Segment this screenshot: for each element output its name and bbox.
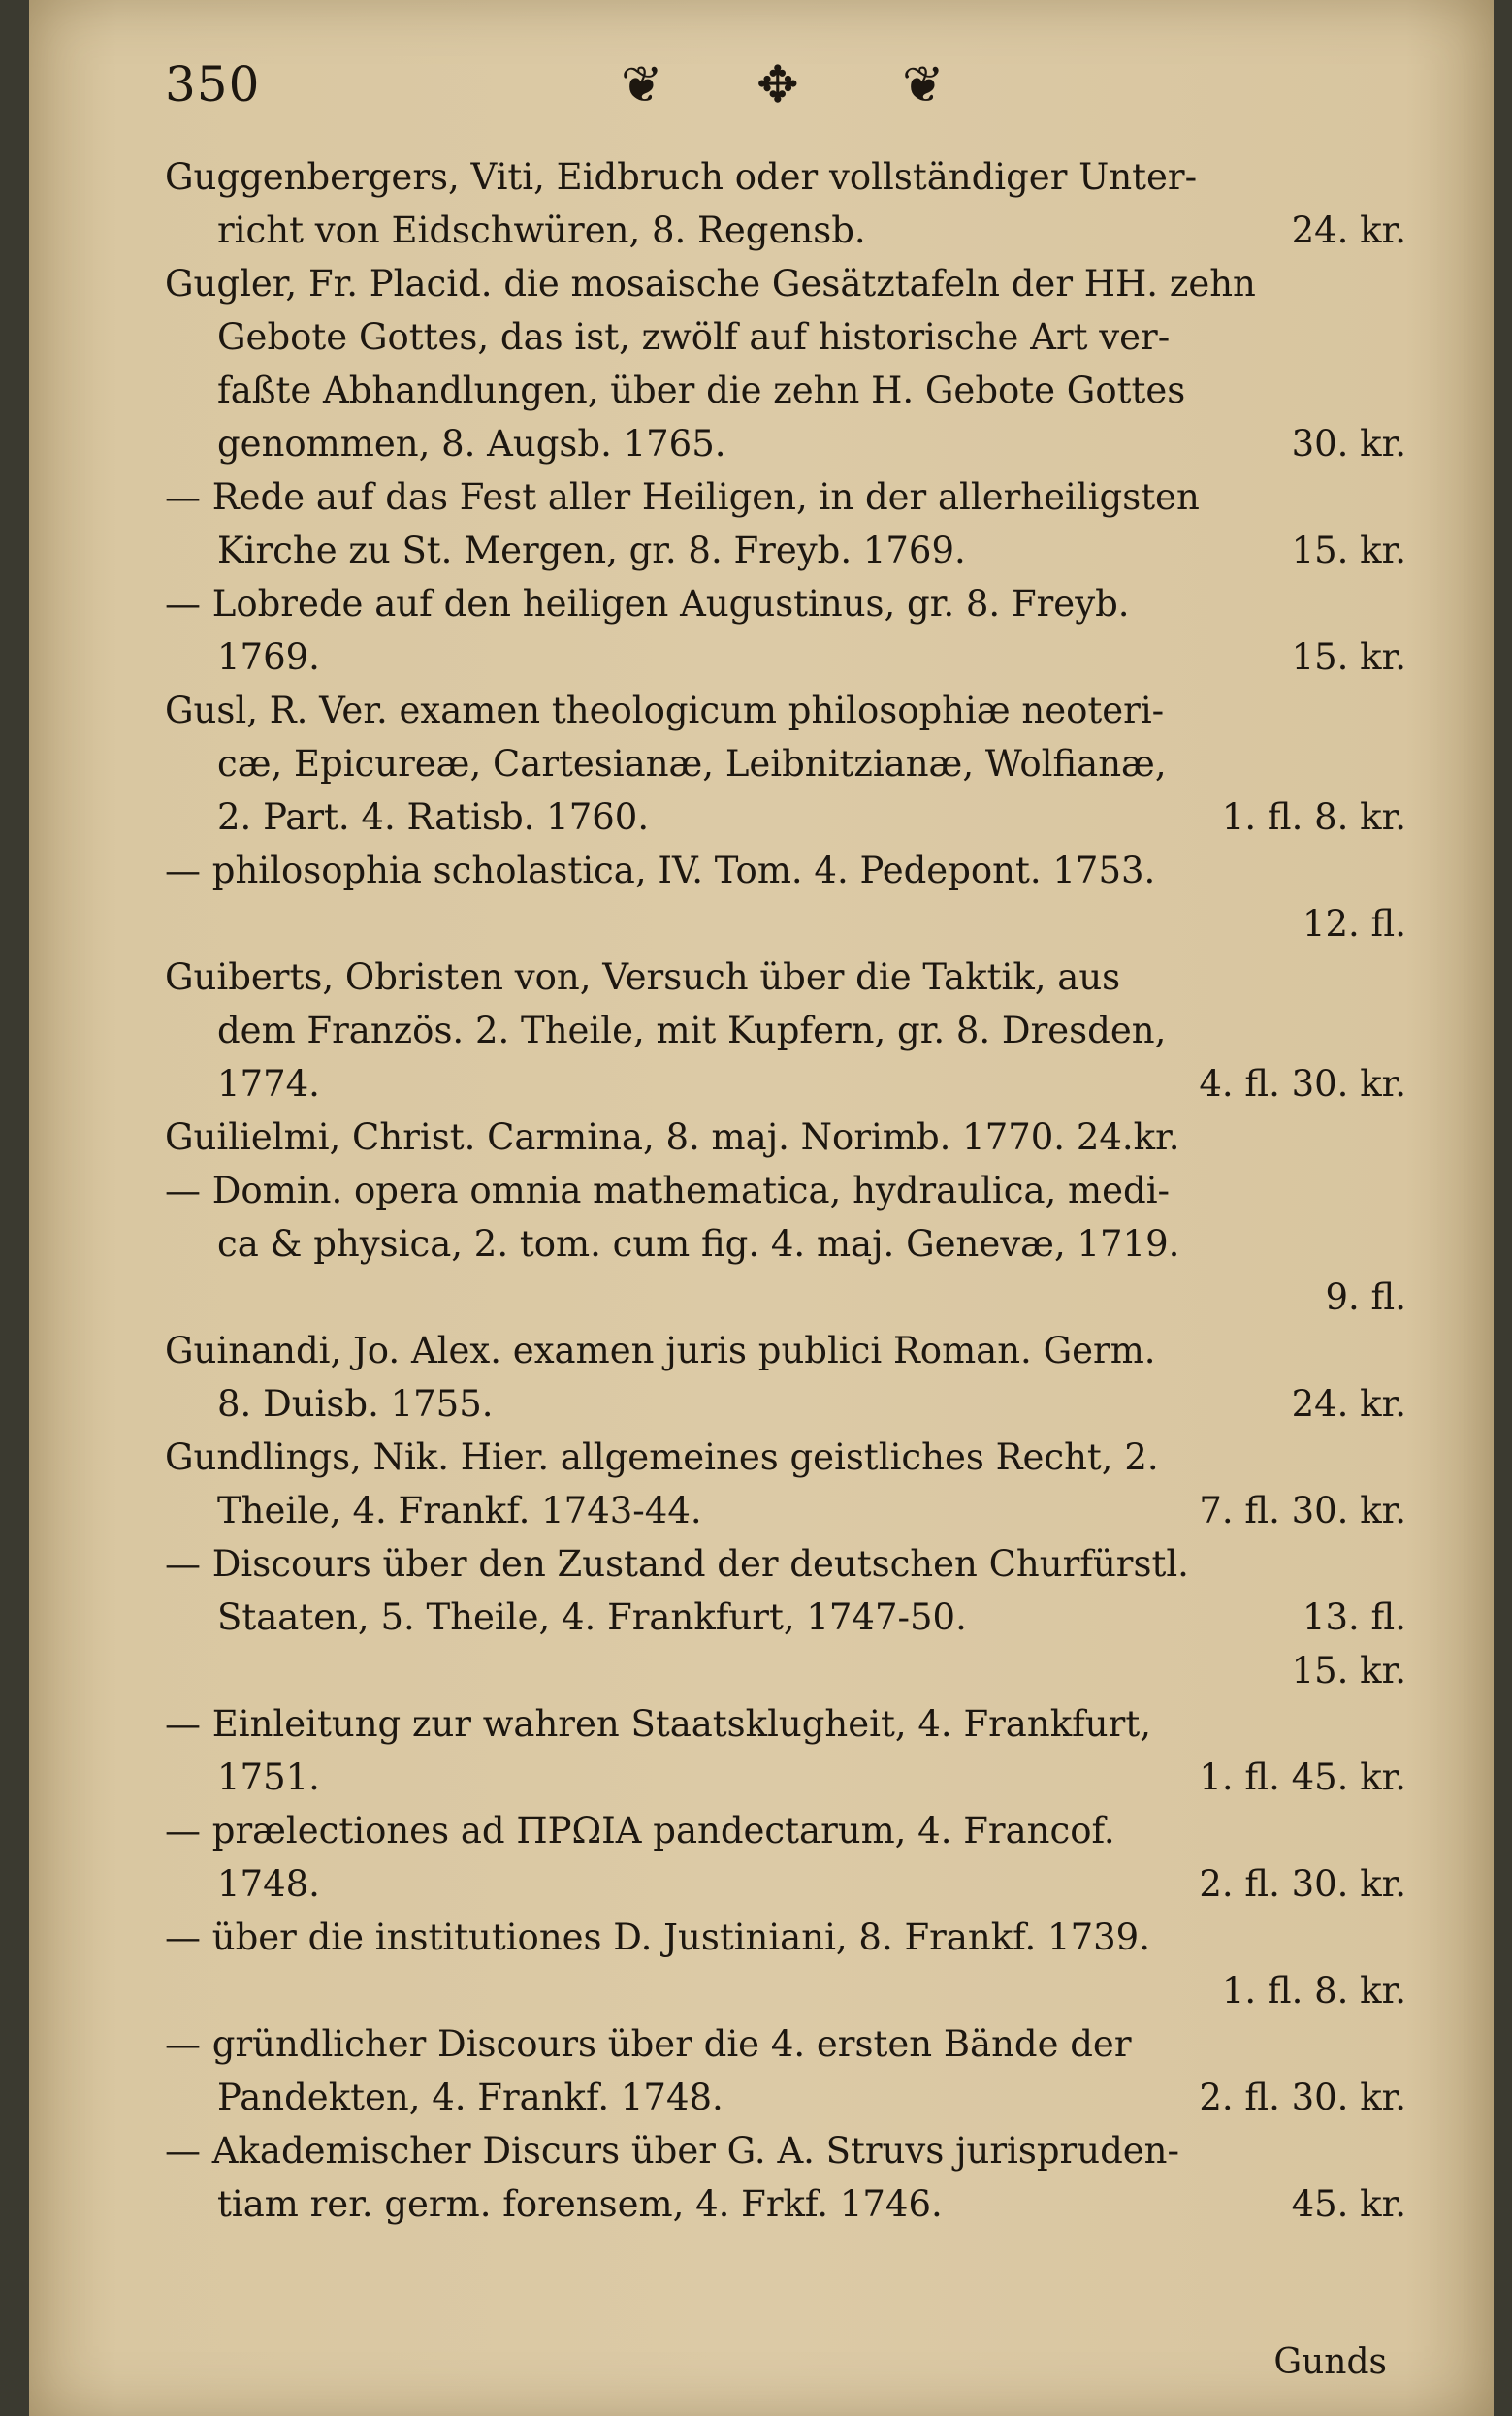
entry-line: [136, 1431, 1416, 1484]
entry-price: 4. fl. 30. kr.: [1199, 1063, 1406, 1105]
entry-price: 12. fl.: [1302, 903, 1406, 945]
entry-line: [136, 1004, 1416, 1057]
entry-line: [136, 630, 1416, 684]
entry-price: 1. fl. 8. kr.: [1221, 796, 1406, 838]
entry-price: 13. fl.: [1302, 1596, 1406, 1638]
entry-text: richt von Eidschwüren, 8. Regensb.: [217, 209, 866, 251]
entry-text: dem Französ. 2. Theile, mit Kupfern, gr. 8. Dresden,: [217, 1010, 1167, 1051]
entry-text: 1774.: [217, 1063, 320, 1105]
catalog-entry: [136, 844, 1416, 950]
entry-text: Theile, 4. Frankf. 1743-44.: [217, 1490, 702, 1531]
entry-line: [136, 1644, 1416, 1697]
entry-line: [136, 364, 1416, 417]
entry-text: — gründlicher Discours über die 4. ersten Bände der: [165, 2023, 1132, 2065]
page-number: 350: [165, 56, 261, 113]
entry-line: [136, 1377, 1416, 1431]
catalog-entry: [136, 257, 1416, 470]
entry-text: genommen, 8. Augsb. 1765.: [217, 423, 726, 465]
catalog-entry: [136, 1324, 1416, 1431]
catchword: Gunds: [1273, 2342, 1387, 2382]
catalog-entry: [136, 1111, 1416, 1164]
entry-price: 15. kr.: [1291, 1650, 1406, 1691]
catalog-entry: [136, 470, 1416, 577]
catalog-entry: [136, 577, 1416, 684]
entry-line: [136, 1164, 1416, 1217]
entry-line: [136, 1911, 1416, 1964]
book-page: [29, 0, 1494, 2416]
entry-line: [136, 1591, 1416, 1644]
entry-text: — über die institutiones D. Justiniani, 8. Frankf. 1739.: [165, 1917, 1150, 1958]
entry-text: ca & physica, 2. tom. cum fig. 4. maj. Genevæ, 1719.: [217, 1223, 1180, 1265]
entry-line: [136, 577, 1416, 630]
entry-text: — Akademischer Discurs über G. A. Struvs jurispruden-: [165, 2130, 1179, 2172]
entry-line: [136, 257, 1416, 310]
entry-line: [136, 2071, 1416, 2124]
entry-text: Gugler, Fr. Placid. die mosaische Gesätztafeln der HH. zehn: [165, 263, 1256, 305]
entry-text: — Einleitung zur wahren Staatsklugheit, 4. Frankfurt,: [165, 1703, 1151, 1745]
catalog-entry: [136, 1164, 1416, 1324]
entry-text: Guiberts, Obristen von, Versuch über die Taktik, aus: [165, 956, 1121, 998]
entry-text: 1748.: [217, 1863, 320, 1905]
entry-text: Staaten, 5. Theile, 4. Frankfurt, 1747-50.: [217, 1596, 967, 1638]
entry-text: faßte Abhandlungen, über die zehn H. Gebote Gottes: [217, 370, 1186, 411]
entry-text: 1769.: [217, 636, 320, 678]
catalog-entry: [136, 684, 1416, 844]
entry-line: [136, 1111, 1416, 1164]
entry-line: [136, 2177, 1416, 2231]
entry-line: [136, 1271, 1416, 1324]
catalog-entry: [136, 1911, 1416, 2017]
entry-price: 30. kr.: [1291, 423, 1406, 465]
entry-text: — Lobrede auf den heiligen Augustinus, gr. 8. Freyb.: [165, 583, 1130, 625]
entry-line: [136, 950, 1416, 1004]
entry-price: 2. fl. 30. kr.: [1199, 1863, 1406, 1905]
entry-line: [136, 1057, 1416, 1111]
entry-price: 9. fl.: [1325, 1276, 1406, 1318]
catalog-entries: [136, 150, 1416, 2231]
entry-line: [136, 1857, 1416, 1911]
entry-price: 7. fl. 30. kr.: [1199, 1490, 1406, 1531]
entry-text: — Rede auf das Fest aller Heiligen, in der allerheiligsten: [165, 476, 1200, 518]
catalog-entry: [136, 1431, 1416, 1537]
fleuron-ornament-icon: ❦: [902, 56, 945, 114]
entry-text: Gundlings, Nik. Hier. allgemeines geistliches Recht, 2.: [165, 1436, 1159, 1478]
entry-line: [136, 470, 1416, 524]
entry-text: Gusl, R. Ver. examen theologicum philosophiæ neoteri-: [165, 690, 1165, 731]
entry-text: Guilielmi, Christ. Carmina, 8. maj. Norimb. 1770. 24.kr.: [165, 1116, 1180, 1158]
entry-price: 15. kr.: [1291, 530, 1406, 571]
entry-price: 15. kr.: [1291, 636, 1406, 678]
entry-line: [136, 1804, 1416, 1857]
center-ornament-icon: ✥: [756, 56, 799, 114]
entry-line: [136, 897, 1416, 950]
entry-line: [136, 684, 1416, 737]
catalog-entry: [136, 150, 1416, 257]
entry-text: Guggenbergers, Viti, Eidbruch oder vollständiger Unter-: [165, 156, 1198, 198]
entry-text: 8. Duisb. 1755.: [217, 1383, 494, 1425]
entry-line: [136, 417, 1416, 470]
entry-line: [136, 1217, 1416, 1271]
entry-line: [136, 150, 1416, 204]
catalog-entry: [136, 2124, 1416, 2231]
entry-line: [136, 1697, 1416, 1751]
catalog-entry: [136, 2017, 1416, 2124]
entry-text: Kirche zu St. Mergen, gr. 8. Freyb. 1769.: [217, 530, 966, 571]
entry-price: 1. fl. 8. kr.: [1221, 1970, 1406, 2012]
entry-line: [136, 1484, 1416, 1537]
entry-text: — Discours über den Zustand der deutschen Churfürstl.: [165, 1543, 1189, 1585]
entry-line: [136, 790, 1416, 844]
catalog-entry: [136, 1537, 1416, 1697]
entry-price: 1. fl. 45. kr.: [1199, 1756, 1406, 1798]
entry-line: [136, 310, 1416, 364]
entry-price: 24. kr.: [1291, 209, 1406, 251]
entry-line: [136, 1537, 1416, 1591]
entry-line: [136, 2017, 1416, 2071]
fleuron-ornament-icon: ❦: [621, 56, 663, 114]
entry-line: [136, 2124, 1416, 2177]
entry-line: [136, 844, 1416, 897]
entry-price: 24. kr.: [1291, 1383, 1406, 1425]
entry-text: — philosophia scholastica, IV. Tom. 4. Pedepont. 1753.: [165, 850, 1156, 891]
entry-text: — Domin. opera omnia mathematica, hydraulica, medi-: [165, 1170, 1171, 1211]
entry-line: [136, 737, 1416, 790]
entry-text: Guinandi, Jo. Alex. examen juris publici Roman. Germ.: [165, 1330, 1156, 1371]
catalog-entry: [136, 950, 1416, 1111]
entry-text: 2. Part. 4. Ratisb. 1760.: [217, 796, 650, 838]
entry-line: [136, 1964, 1416, 2017]
entry-text: Pandekten, 4. Frankf. 1748.: [217, 2077, 724, 2118]
entry-price: 45. kr.: [1291, 2183, 1406, 2225]
entry-line: [136, 204, 1416, 257]
entry-price: 2. fl. 30. kr.: [1199, 2077, 1406, 2118]
entry-text: 1751.: [217, 1756, 320, 1798]
entry-text: tiam rer. germ. forensem, 4. Frkf. 1746.: [217, 2183, 943, 2225]
page-header: [136, 39, 1426, 126]
catalog-entry: [136, 1697, 1416, 1804]
catalog-entry: [136, 1804, 1416, 1911]
entry-line: [136, 1751, 1416, 1804]
entry-text: cæ, Epicureæ, Cartesianæ, Leibnitzianæ, Wolfianæ,: [217, 743, 1167, 785]
entry-text: Gebote Gottes, das ist, zwölf auf historische Art ver-: [217, 316, 1171, 358]
entry-line: [136, 1324, 1416, 1377]
entry-line: [136, 524, 1416, 577]
entry-text: — prælectiones ad ΠΡΩΙΑ pandectarum, 4. Francof.: [165, 1810, 1115, 1852]
